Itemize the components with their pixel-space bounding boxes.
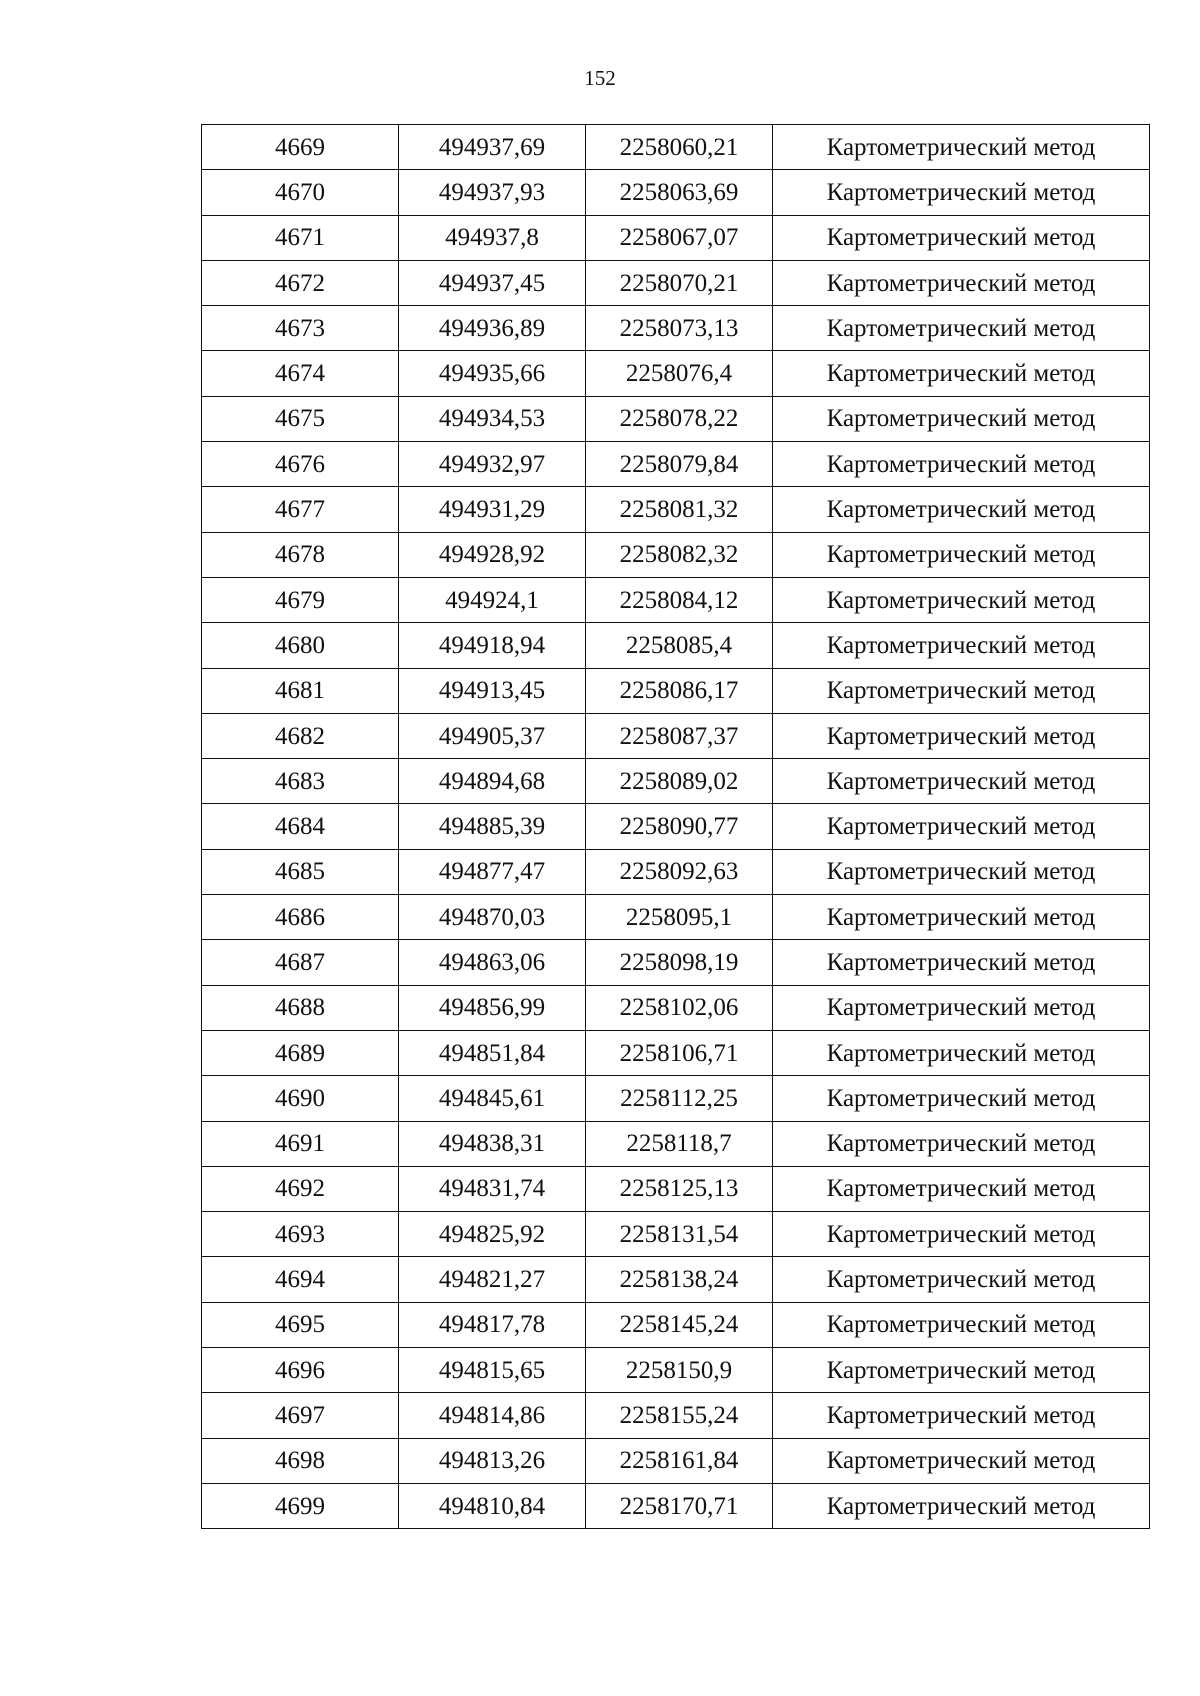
method-cell: Картометрический метод: [773, 125, 1150, 170]
method-cell: Картометрический метод: [773, 396, 1150, 441]
x-coordinate-cell: 494932,97: [399, 442, 586, 487]
table-row: [202, 396, 1150, 441]
table-row: [202, 215, 1150, 260]
x-coordinate-cell: 494821,27: [399, 1257, 586, 1302]
method-cell: Картометрический метод: [773, 487, 1150, 532]
y-coordinate-cell: 2258125,13: [586, 1166, 773, 1211]
method-cell: Картометрический метод: [773, 1483, 1150, 1528]
point-number-cell: 4680: [202, 623, 399, 668]
y-coordinate-cell: 2258155,24: [586, 1393, 773, 1438]
method-cell: Картометрический метод: [773, 577, 1150, 622]
y-coordinate-cell: 2258087,37: [586, 713, 773, 758]
method-cell: Картометрический метод: [773, 1121, 1150, 1166]
table-row: [202, 1302, 1150, 1347]
method-cell: Картометрический метод: [773, 895, 1150, 940]
method-cell: Картометрический метод: [773, 940, 1150, 985]
table-row: [202, 804, 1150, 849]
point-number-cell: 4685: [202, 849, 399, 894]
table-row: [202, 1393, 1150, 1438]
method-cell: Картометрический метод: [773, 1302, 1150, 1347]
point-number-cell: 4696: [202, 1348, 399, 1393]
method-cell: Картометрический метод: [773, 1166, 1150, 1211]
point-number-cell: 4686: [202, 895, 399, 940]
table-row: [202, 170, 1150, 215]
table-row: [202, 895, 1150, 940]
x-coordinate-cell: 494937,45: [399, 260, 586, 305]
point-number-cell: 4692: [202, 1166, 399, 1211]
x-coordinate-cell: 494931,29: [399, 487, 586, 532]
table-row: [202, 713, 1150, 758]
coordinates-table: [201, 124, 1150, 1529]
point-number-cell: 4688: [202, 985, 399, 1030]
x-coordinate-cell: 494885,39: [399, 804, 586, 849]
point-number-cell: 4677: [202, 487, 399, 532]
method-cell: Картометрический метод: [773, 532, 1150, 577]
y-coordinate-cell: 2258081,32: [586, 487, 773, 532]
table-row: [202, 577, 1150, 622]
method-cell: Картометрический метод: [773, 170, 1150, 215]
y-coordinate-cell: 2258073,13: [586, 306, 773, 351]
point-number-cell: 4684: [202, 804, 399, 849]
table-row: [202, 940, 1150, 985]
y-coordinate-cell: 2258138,24: [586, 1257, 773, 1302]
y-coordinate-cell: 2258084,12: [586, 577, 773, 622]
x-coordinate-cell: 494924,1: [399, 577, 586, 622]
point-number-cell: 4690: [202, 1076, 399, 1121]
table-row: [202, 442, 1150, 487]
y-coordinate-cell: 2258102,06: [586, 985, 773, 1030]
x-coordinate-cell: 494877,47: [399, 849, 586, 894]
y-coordinate-cell: 2258070,21: [586, 260, 773, 305]
point-number-cell: 4670: [202, 170, 399, 215]
y-coordinate-cell: 2258095,1: [586, 895, 773, 940]
x-coordinate-cell: 494817,78: [399, 1302, 586, 1347]
x-coordinate-cell: 494936,89: [399, 306, 586, 351]
y-coordinate-cell: 2258150,9: [586, 1348, 773, 1393]
table-row: [202, 532, 1150, 577]
x-coordinate-cell: 494815,65: [399, 1348, 586, 1393]
point-number-cell: 4674: [202, 351, 399, 396]
y-coordinate-cell: 2258090,77: [586, 804, 773, 849]
table-row: [202, 1076, 1150, 1121]
y-coordinate-cell: 2258106,71: [586, 1030, 773, 1075]
method-cell: Картометрический метод: [773, 985, 1150, 1030]
table-row: [202, 985, 1150, 1030]
method-cell: Картометрический метод: [773, 623, 1150, 668]
y-coordinate-cell: 2258082,32: [586, 532, 773, 577]
method-cell: Картометрический метод: [773, 260, 1150, 305]
y-coordinate-cell: 2258076,4: [586, 351, 773, 396]
table-row: [202, 1483, 1150, 1528]
point-number-cell: 4673: [202, 306, 399, 351]
point-number-cell: 4671: [202, 215, 399, 260]
table-row: [202, 487, 1150, 532]
y-coordinate-cell: 2258118,7: [586, 1121, 773, 1166]
x-coordinate-cell: 494905,37: [399, 713, 586, 758]
method-cell: Картометрический метод: [773, 849, 1150, 894]
method-cell: Картометрический метод: [773, 1030, 1150, 1075]
point-number-cell: 4679: [202, 577, 399, 622]
x-coordinate-cell: 494851,84: [399, 1030, 586, 1075]
table-row: [202, 1348, 1150, 1393]
point-number-cell: 4672: [202, 260, 399, 305]
point-number-cell: 4698: [202, 1438, 399, 1483]
method-cell: Картометрический метод: [773, 442, 1150, 487]
point-number-cell: 4693: [202, 1212, 399, 1257]
table-row: [202, 759, 1150, 804]
point-number-cell: 4689: [202, 1030, 399, 1075]
x-coordinate-cell: 494870,03: [399, 895, 586, 940]
x-coordinate-cell: 494937,69: [399, 125, 586, 170]
method-cell: Картометрический метод: [773, 668, 1150, 713]
y-coordinate-cell: 2258145,24: [586, 1302, 773, 1347]
coordinates-table-body: [202, 125, 1150, 1529]
y-coordinate-cell: 2258063,69: [586, 170, 773, 215]
table-row: [202, 1121, 1150, 1166]
point-number-cell: 4695: [202, 1302, 399, 1347]
table-row: [202, 306, 1150, 351]
point-number-cell: 4687: [202, 940, 399, 985]
y-coordinate-cell: 2258060,21: [586, 125, 773, 170]
x-coordinate-cell: 494918,94: [399, 623, 586, 668]
point-number-cell: 4682: [202, 713, 399, 758]
y-coordinate-cell: 2258092,63: [586, 849, 773, 894]
x-coordinate-cell: 494825,92: [399, 1212, 586, 1257]
point-number-cell: 4675: [202, 396, 399, 441]
table-row: [202, 849, 1150, 894]
y-coordinate-cell: 2258161,84: [586, 1438, 773, 1483]
x-coordinate-cell: 494813,26: [399, 1438, 586, 1483]
page-number: 152: [584, 66, 616, 90]
table-row: [202, 623, 1150, 668]
y-coordinate-cell: 2258112,25: [586, 1076, 773, 1121]
x-coordinate-cell: 494831,74: [399, 1166, 586, 1211]
table-row: [202, 1212, 1150, 1257]
table-row: [202, 125, 1150, 170]
x-coordinate-cell: 494863,06: [399, 940, 586, 985]
y-coordinate-cell: 2258086,17: [586, 668, 773, 713]
y-coordinate-cell: 2258131,54: [586, 1212, 773, 1257]
point-number-cell: 4669: [202, 125, 399, 170]
table-row: [202, 668, 1150, 713]
point-number-cell: 4681: [202, 668, 399, 713]
x-coordinate-cell: 494838,31: [399, 1121, 586, 1166]
method-cell: Картометрический метод: [773, 1348, 1150, 1393]
method-cell: Картометрический метод: [773, 351, 1150, 396]
point-number-cell: 4694: [202, 1257, 399, 1302]
point-number-cell: 4678: [202, 532, 399, 577]
table-row: [202, 1166, 1150, 1211]
point-number-cell: 4691: [202, 1121, 399, 1166]
y-coordinate-cell: 2258078,22: [586, 396, 773, 441]
method-cell: Картометрический метод: [773, 1257, 1150, 1302]
y-coordinate-cell: 2258089,02: [586, 759, 773, 804]
y-coordinate-cell: 2258085,4: [586, 623, 773, 668]
x-coordinate-cell: 494934,53: [399, 396, 586, 441]
x-coordinate-cell: 494894,68: [399, 759, 586, 804]
table-row: [202, 1438, 1150, 1483]
method-cell: Картометрический метод: [773, 215, 1150, 260]
y-coordinate-cell: 2258098,19: [586, 940, 773, 985]
x-coordinate-cell: 494913,45: [399, 668, 586, 713]
method-cell: Картометрический метод: [773, 1393, 1150, 1438]
method-cell: Картометрический метод: [773, 713, 1150, 758]
point-number-cell: 4697: [202, 1393, 399, 1438]
x-coordinate-cell: 494928,92: [399, 532, 586, 577]
y-coordinate-cell: 2258170,71: [586, 1483, 773, 1528]
x-coordinate-cell: 494935,66: [399, 351, 586, 396]
point-number-cell: 4676: [202, 442, 399, 487]
y-coordinate-cell: 2258067,07: [586, 215, 773, 260]
table-row: [202, 1030, 1150, 1075]
method-cell: Картометрический метод: [773, 804, 1150, 849]
method-cell: Картометрический метод: [773, 1438, 1150, 1483]
point-number-cell: 4683: [202, 759, 399, 804]
x-coordinate-cell: 494814,86: [399, 1393, 586, 1438]
point-number-cell: 4699: [202, 1483, 399, 1528]
method-cell: Картометрический метод: [773, 1076, 1150, 1121]
method-cell: Картометрический метод: [773, 306, 1150, 351]
table-row: [202, 1257, 1150, 1302]
method-cell: Картометрический метод: [773, 759, 1150, 804]
x-coordinate-cell: 494810,84: [399, 1483, 586, 1528]
x-coordinate-cell: 494856,99: [399, 985, 586, 1030]
x-coordinate-cell: 494845,61: [399, 1076, 586, 1121]
x-coordinate-cell: 494937,93: [399, 170, 586, 215]
method-cell: Картометрический метод: [773, 1212, 1150, 1257]
y-coordinate-cell: 2258079,84: [586, 442, 773, 487]
table-row: [202, 260, 1150, 305]
x-coordinate-cell: 494937,8: [399, 215, 586, 260]
table-row: [202, 351, 1150, 396]
